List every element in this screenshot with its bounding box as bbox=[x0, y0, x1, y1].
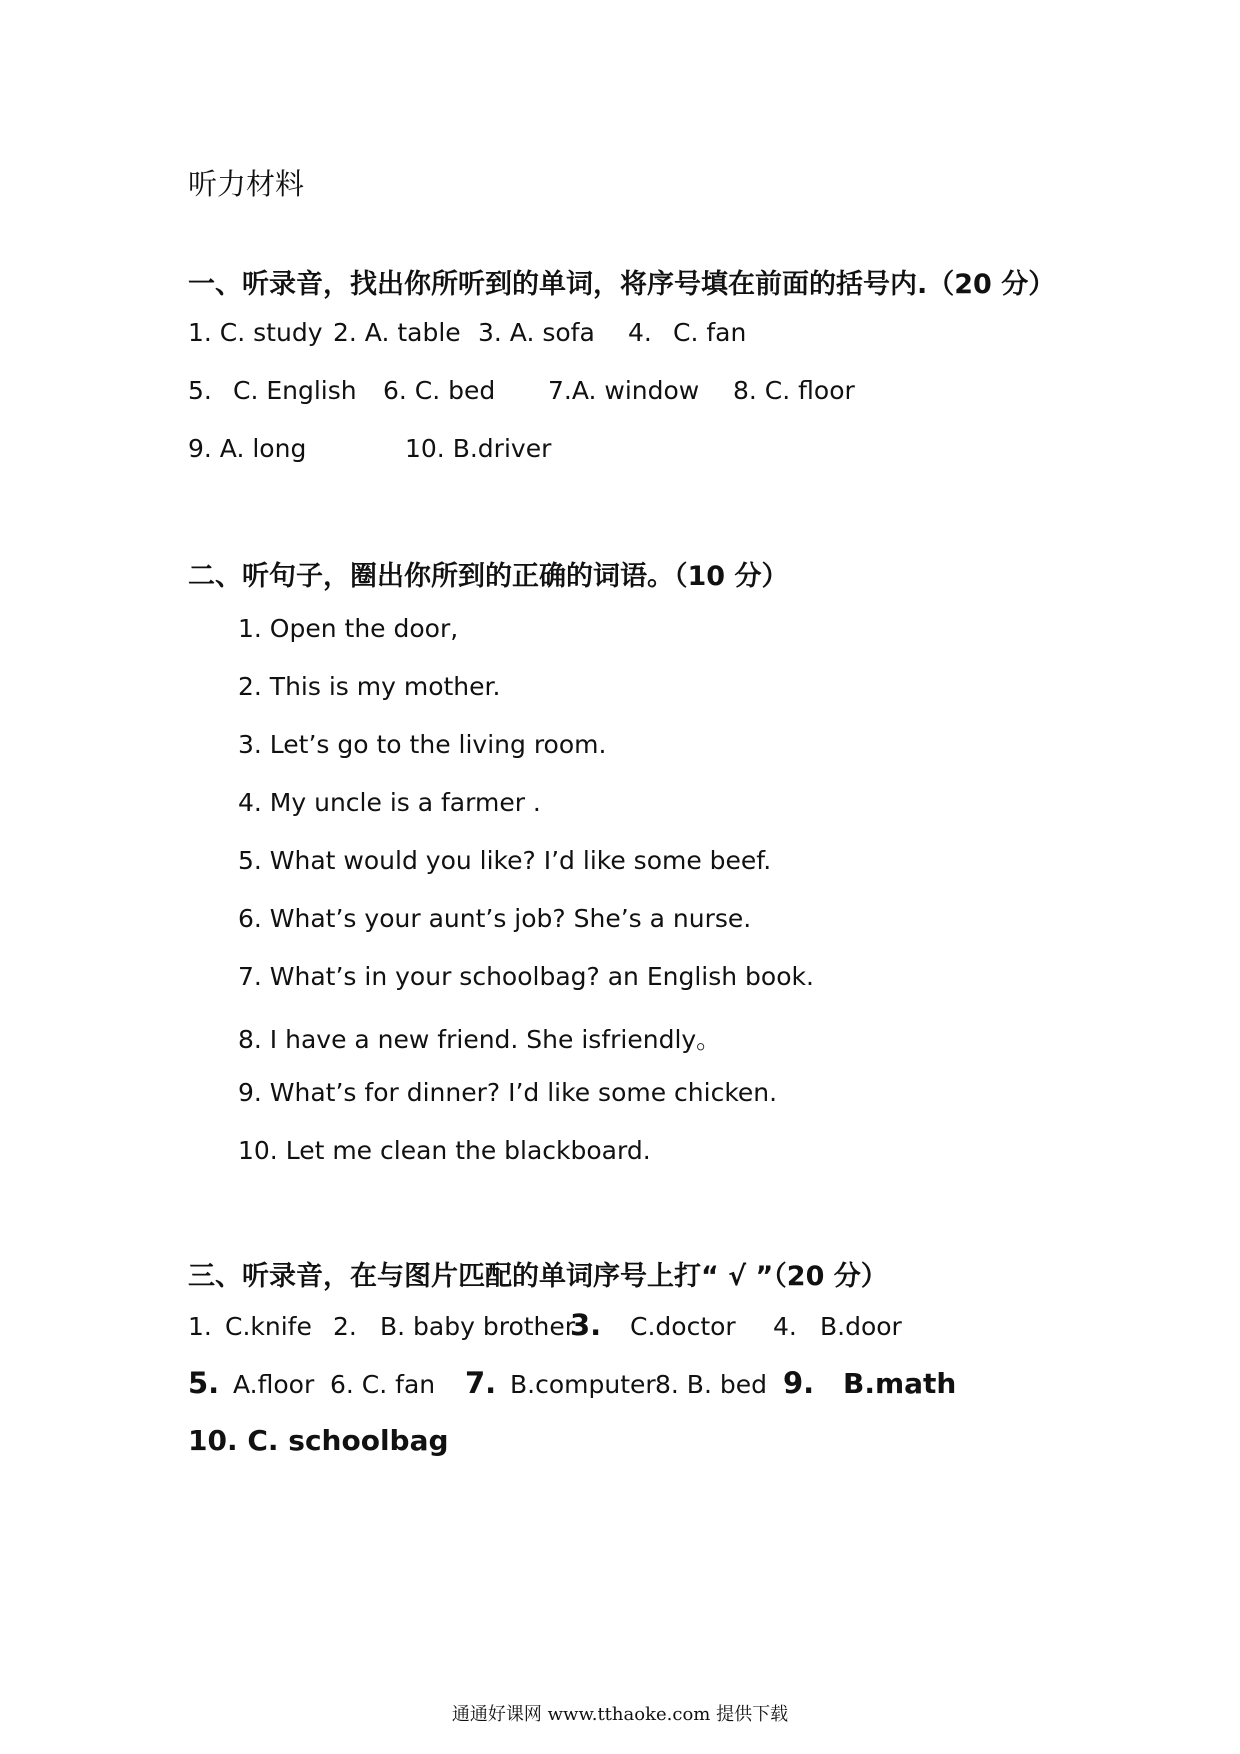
section-3-heading: 三、听录音，在与图片匹配的单词序号上打“ √ ”（20 分） bbox=[188, 1261, 888, 1292]
sentence: 4. My uncle is a farmer . bbox=[238, 788, 541, 817]
s1-item: 8. C. floor bbox=[733, 376, 855, 405]
sentence: 5. What would you like? I’d like some beef. bbox=[238, 846, 772, 875]
s1-item: 3. A. sofa bbox=[478, 318, 595, 347]
sentence: 1. Open the door, bbox=[238, 614, 459, 643]
s3-item: B.computer bbox=[510, 1370, 656, 1399]
sentence: 9. What’s for dinner? I’d like some chicken. bbox=[238, 1078, 778, 1107]
sentence: 8. I have a new friend. She isfriendly。 bbox=[238, 1025, 722, 1054]
s3-item: 3. bbox=[570, 1308, 602, 1342]
s1-item: C. fan bbox=[673, 318, 747, 347]
sentence: 2. This is my mother. bbox=[238, 672, 501, 701]
sentence: 7. What’s in your schoolbag? an English book. bbox=[238, 962, 814, 991]
s3-item: C.doctor bbox=[630, 1312, 736, 1341]
s3-item: B.math bbox=[843, 1367, 957, 1400]
sentence: 10. Let me clean the blackboard. bbox=[238, 1136, 651, 1165]
s3-item: 1. bbox=[188, 1312, 212, 1341]
sentence: 6. What’s your aunt’s job? She’s a nurse. bbox=[238, 904, 752, 933]
s1-item: 9. A. long bbox=[188, 434, 307, 463]
s3-item: B. baby brother bbox=[380, 1312, 576, 1341]
s1-item: 6. C. bed bbox=[383, 376, 496, 405]
s1-item: 7.A. window bbox=[548, 376, 700, 405]
s1-item: 2. A. table bbox=[333, 318, 461, 347]
s3-item: 10. C. schoolbag bbox=[188, 1424, 449, 1457]
s3-item: 6. C. fan bbox=[330, 1370, 436, 1399]
s3-item: B.door bbox=[820, 1312, 902, 1341]
section-1-heading: 一、听录音，找出你所听到的单词，将序号填在前面的括号内.（20 分） bbox=[188, 269, 1056, 300]
s3-item: 5. bbox=[188, 1366, 220, 1400]
s3-item: 2. bbox=[333, 1312, 357, 1341]
s1-item: 5. bbox=[188, 376, 212, 405]
page-title: 听力材料 bbox=[188, 167, 305, 201]
s3-item: C.knife bbox=[225, 1312, 312, 1341]
s3-item: 9. bbox=[783, 1366, 815, 1400]
s3-item: 7. bbox=[465, 1366, 497, 1400]
s3-item: A.floor bbox=[233, 1370, 315, 1399]
s3-item: 4. bbox=[773, 1312, 797, 1341]
section-2-heading: 二、听句子，圈出你所到的正确的词语。（10 分） bbox=[188, 561, 789, 592]
s1-item: 1. C. study bbox=[188, 318, 323, 347]
s1-item: 4. bbox=[628, 318, 652, 347]
footer: 通通好课网 www.tthaoke.com 提供下载 bbox=[451, 1704, 789, 1725]
s1-item: C. English bbox=[233, 376, 357, 405]
s1-item: 10. B.driver bbox=[405, 434, 552, 463]
s3-item: 8. B. bed bbox=[655, 1370, 767, 1399]
sentence: 3. Let’s go to the living room. bbox=[238, 730, 607, 759]
